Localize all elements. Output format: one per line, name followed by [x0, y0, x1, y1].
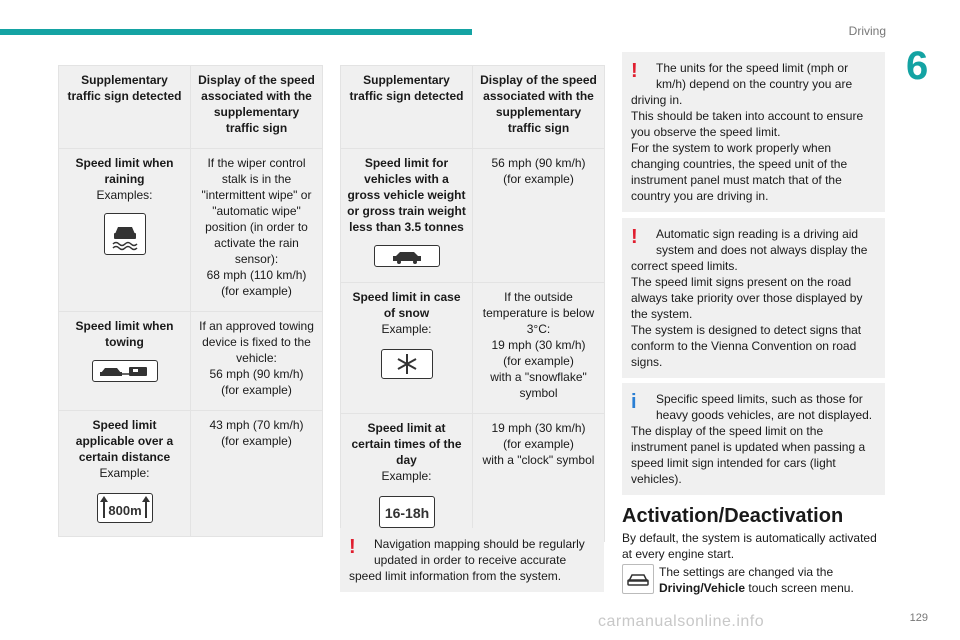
settings-menu-name: Driving/Vehicle	[659, 581, 746, 595]
distance-800m-sign-icon	[97, 493, 153, 523]
table-header-detected: Supplementary traffic sign detected	[59, 66, 191, 149]
section-title: Driving	[848, 24, 886, 38]
table-row	[341, 283, 605, 414]
supplementary-signs-table-2	[340, 65, 605, 542]
note-first: Automatic sign reading is a driving aid system and does not always display the	[656, 227, 868, 257]
row-display: 56 mph (90 km/h) (for example)	[473, 149, 605, 283]
note-rest: The display of the speed limit on the instrument panel is updated when passing a speed limit sign intended for cars (light vehicles).	[631, 424, 866, 486]
watermark: carmanualsonline.info	[598, 613, 765, 630]
row-sub: Example:	[99, 466, 150, 480]
table-row	[59, 312, 323, 411]
row-title: Speed limit for vehicles with a gross vehicle weight or gross train weight less than 3.5 tonnes	[347, 156, 466, 234]
car-weight-sign-icon	[374, 245, 440, 267]
row-display: If an approved towing device is fixed to the vehicle: 56 mph (90 km/h) (for example)	[191, 312, 323, 411]
activation-paragraph: By default, the system is automatically activated at every engine start.	[622, 531, 877, 561]
page-number: 129	[909, 612, 928, 624]
row-display: If the wiper control stalk is in the "intermittent wipe" or "automatic wipe" position (in order to activate the rain sensor): 68 mph (110 km/h) (for example)	[191, 149, 323, 312]
note-automatic-reading	[622, 218, 885, 378]
row-display: If the outside temperature is below 3°C: 19 mph (30 km/h) (for example) with a "snowflake" symbol	[473, 283, 605, 414]
row-display: 43 mph (70 km/h) (for example)	[191, 411, 323, 537]
sign-text: 16-18h	[384, 505, 429, 521]
warning-exclamation-icon: !	[631, 60, 638, 82]
settings-text-post: touch screen menu.	[745, 581, 854, 595]
row-title: Speed limit in case of snow	[352, 290, 461, 320]
table-header-display: Display of the speed associated with the supplementary traffic sign	[191, 66, 323, 149]
snowflake-icon	[381, 349, 433, 379]
note-navigation	[340, 528, 604, 592]
car-towing-caravan-icon	[92, 360, 158, 382]
table-row	[59, 149, 323, 312]
info-icon: i	[631, 391, 637, 413]
warning-exclamation-icon: !	[631, 226, 638, 248]
note-specific-limits	[622, 383, 885, 495]
vehicle-menu-icon	[622, 564, 654, 594]
warning-exclamation-icon: !	[349, 536, 356, 558]
row-title: Speed limit when towing	[75, 319, 174, 349]
note-rest: correct speed limits. The speed limit signs present on the road always take priority over those displayed by the system. The system is designed to detect signs that conform to the Vienna Convention on road signs.	[631, 259, 863, 369]
note-first: The units for the speed limit (mph or km/h) depend on the country you are	[656, 61, 853, 91]
row-display: 19 mph (30 km/h) (for example) with a "clock" symbol	[473, 414, 605, 542]
section-heading: Activation/Deactivation	[622, 505, 844, 527]
table-header-display: Display of the speed associated with the supplementary traffic sign	[473, 66, 605, 149]
settings-text-pre: The settings are changed via the	[659, 565, 834, 579]
note-first: Navigation mapping should be regularly updated in order to receive accurate	[374, 537, 585, 567]
row-title: Speed limit at certain times of the day	[351, 421, 462, 467]
table-header-detected: Supplementary traffic sign detected	[341, 66, 473, 149]
table-row	[59, 411, 323, 537]
note-rest: driving in. This should be taken into account to ensure you observe the speed limit. For the system to work properly when changing countries, the speed unit of the instrument panel must match that of the country you are driving in.	[631, 93, 864, 203]
wet-road-car-icon	[104, 213, 146, 255]
row-title: Speed limit applicable over a certain distance	[75, 418, 174, 464]
table-row	[341, 149, 605, 283]
row-sub: Examples:	[96, 188, 153, 202]
note-first: Specific speed limits, such as those for heavy goods vehicles, are not displayed.	[656, 392, 873, 422]
time-16-18h-sign-icon	[379, 496, 435, 528]
sign-text: 800m	[107, 503, 142, 518]
note-units	[622, 52, 885, 212]
row-title: Speed limit when raining	[75, 156, 174, 186]
top-accent-bar	[0, 29, 472, 35]
chapter-number: 6	[906, 44, 929, 88]
row-sub: Example:	[381, 322, 432, 336]
row-sub: Example:	[381, 469, 432, 483]
table-row	[341, 414, 605, 542]
note-rest: speed limit information from the system.	[349, 569, 562, 583]
supplementary-signs-table-1	[58, 65, 323, 537]
settings-text	[659, 564, 889, 596]
